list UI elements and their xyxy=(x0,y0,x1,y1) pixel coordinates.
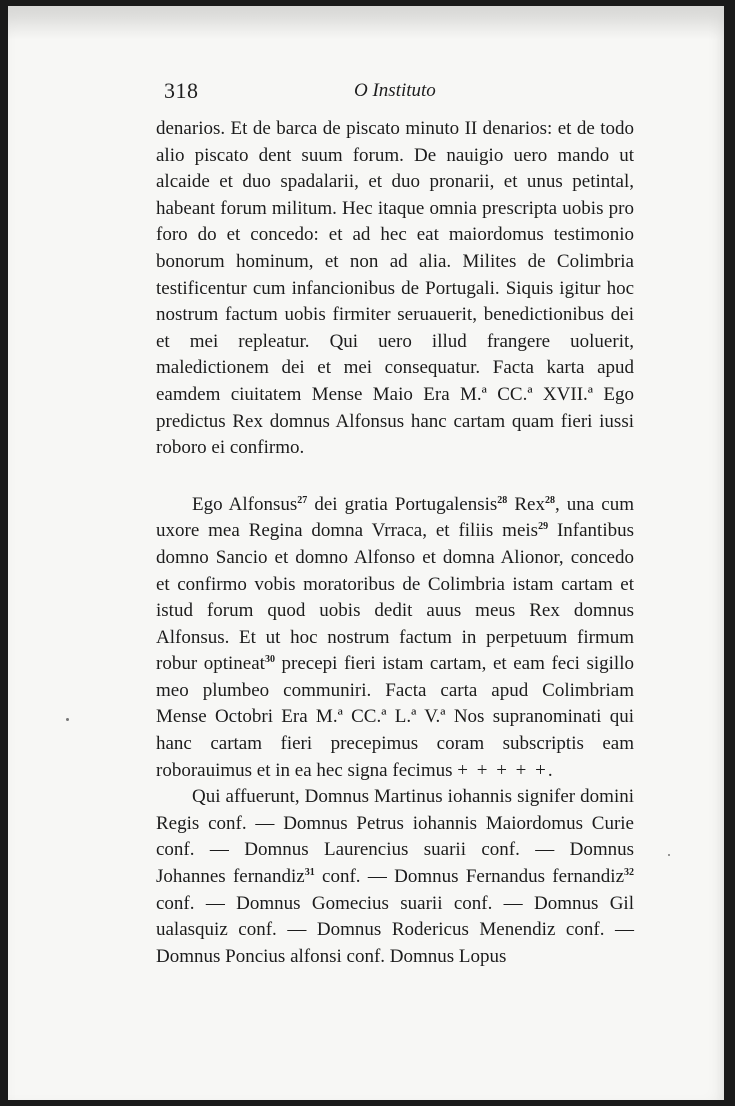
paragraph-confirmation: Ego Alfonsus$^{27}$ dei gratia Portugalensis$^{28}$ Rex$^{28}$, una cum uxore mea Regina domna Vrraca, et filiis meis$^{29}$ Infantibus domno Sancio et domno Alfonso et domna Alionor, concedo et confirmo vobis moratoribus de Colimbria istam cartam et istud forum quod uobis dedit auus meus Rex domnus Alfonsus. Et ut hoc nostrum factum in perpetuum firmum robur optineat$^{30}$ precepi fieri istam cartam, et eam feci sigillo meo plumbeo communiri. Facta carta apud Colimbriam Mense Octobri Era M.ª CC.ª L.ª V.ª Nos supranominati qui hanc cartam fieri precepimus coram subscriptis eam roborauimus et in ea hec signa fecimus + + + + +. xyxy=(156,493,634,781)
scan-speck xyxy=(66,718,69,721)
footnote-ref-31: 31 xyxy=(304,867,315,879)
footnote-ref-28b: 28 xyxy=(544,494,555,506)
footnote-ref-29: 29 xyxy=(538,521,549,533)
running-title: O Instituto xyxy=(354,80,436,101)
paragraph-charter-end: denarios. Et de barca de piscato minuto II denarios: et de todo alio piscato dent suum forum. De nauigio uero mando ut alcaide et duo spadalarii, et duo pronarii, et unus petintal, habeant forum militum. Hec itaque omnia prescripta uobis pro foro do et concedo: et ad hec eat maiordomus testimonio bonorum hominum, et non ad alia. Milites de Colimbria testificentur cum infancionibus de Portugali. Siquis igitur hoc nostrum factum uobis firmiter seruauerit, benedictionibus dei et mei repleatur. Qui uero illud frangere uoluerit, maledictionem dei et mei consequatur. Facta karta apud eamdem ciuitatem Mense Maio Era M.ª CC.ª XVII.ª Ego predictus Rex domnus Alfonsus hanc cartam quam fieri iussi roboro ei confirmo. xyxy=(156,118,634,459)
footnote-ref-27: 27 xyxy=(297,494,308,506)
footnote-ref-32: 32 xyxy=(624,867,635,879)
scan-speck xyxy=(668,854,670,856)
scan-shadow xyxy=(8,6,724,40)
footnote-ref-30: 30 xyxy=(264,654,275,666)
footnote-ref-28: 28 xyxy=(497,494,508,506)
body-text xyxy=(156,116,634,970)
paragraph-witnesses: Qui affuerunt, Domnus Martinus iohannis signifer domini Regis conf. — Domnus Petrus iohannis Maiordomus Curie conf. — Domnus Laurencius suarii conf. — Domnus Johannes fernandiz$^{31}$ conf. — Domnus Fernandus fernandiz$^{32}$ conf. — Domnus Gomecius suarii conf. — Domnus Gil ualasquiz conf. — Domnus Rodericus Menendiz conf. — Domnus Poncius alfonsi conf. Domnus Lopus xyxy=(156,786,635,967)
paragraph-gap xyxy=(156,462,634,492)
signature-crosses: + + + + +. xyxy=(457,759,555,781)
page-header xyxy=(164,76,644,110)
page-number: 318 xyxy=(164,78,199,103)
